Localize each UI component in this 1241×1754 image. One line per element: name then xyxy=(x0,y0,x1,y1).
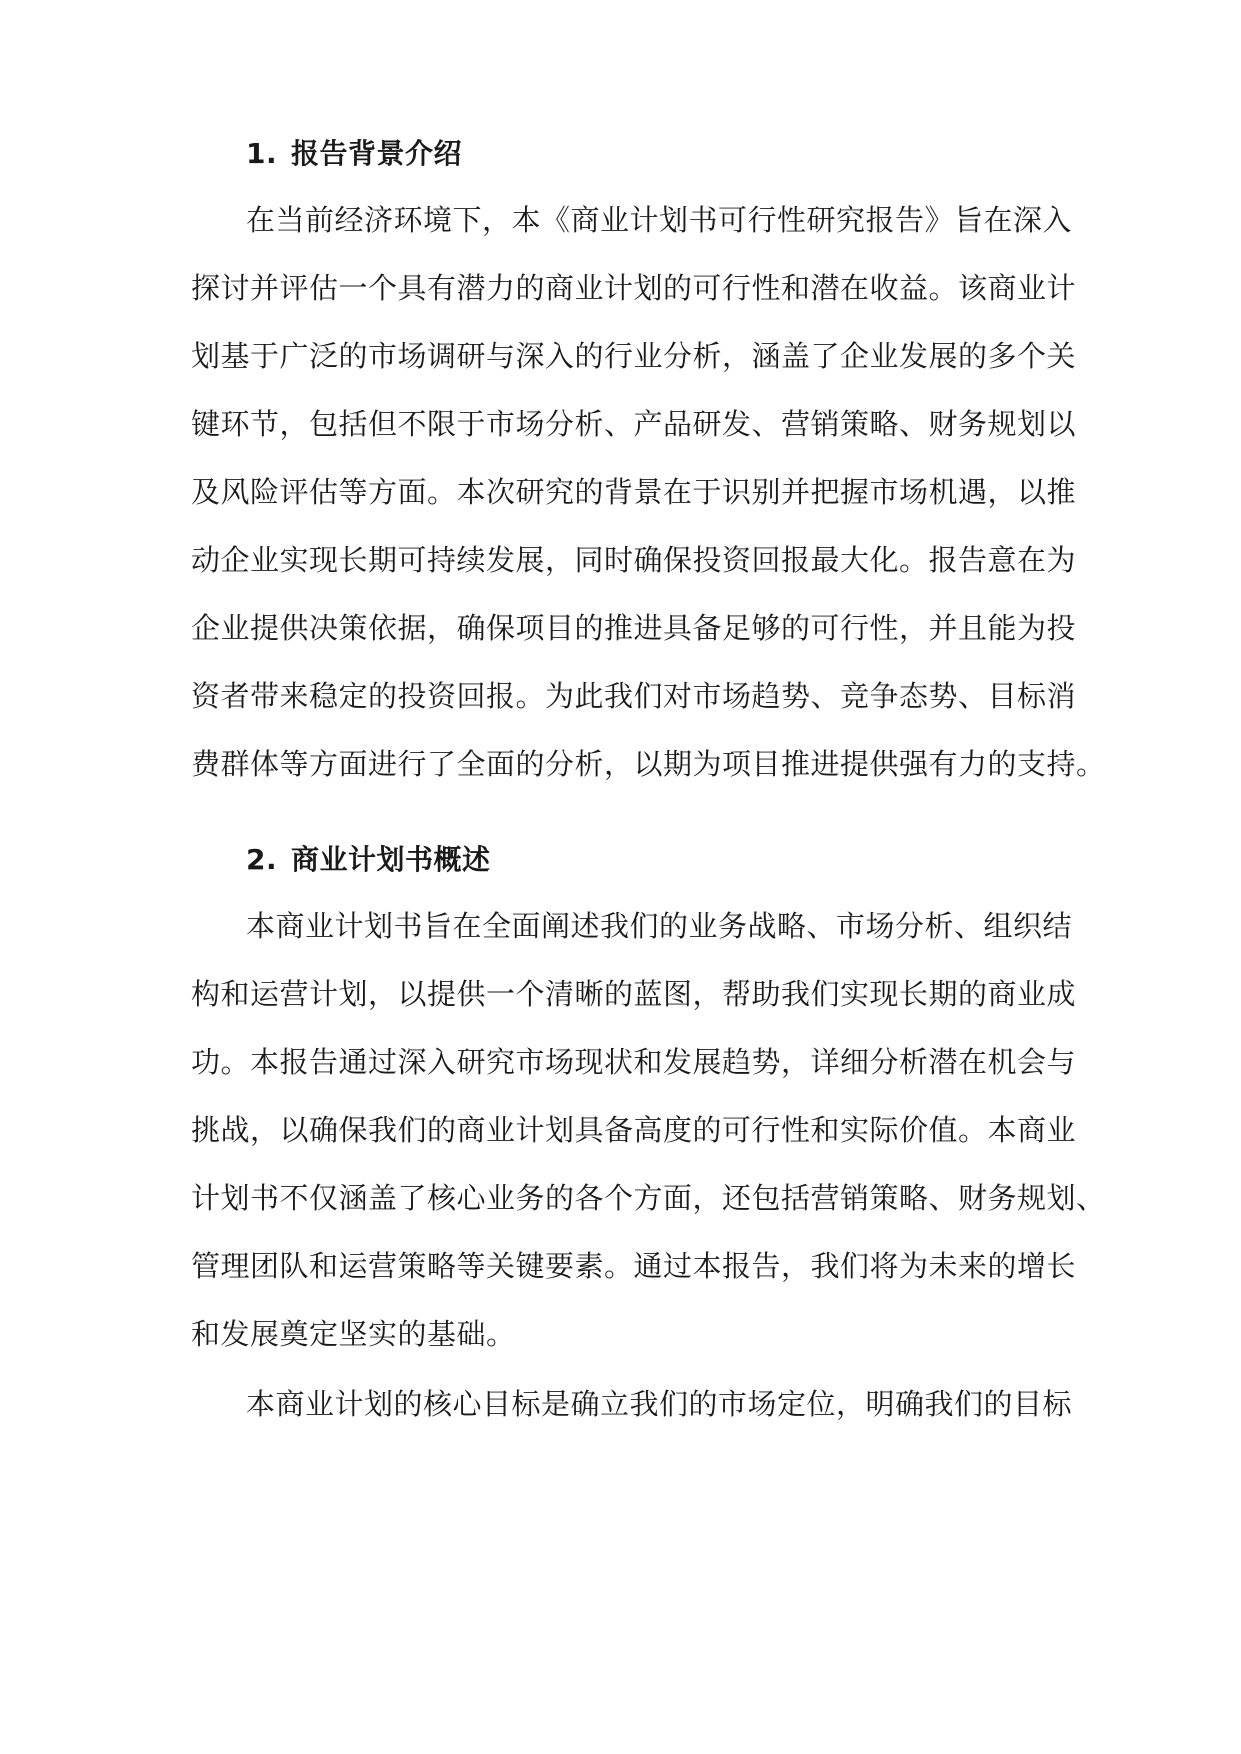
section-title: 报告背景介绍 xyxy=(291,137,463,170)
paragraph-line: 管理团队和运营策略等关键要素。通过本报告，我们将为未来的增长 xyxy=(191,1249,1077,1283)
section-title: 商业计划书概述 xyxy=(291,843,491,876)
paragraph-line: 本商业计划的核心目标是确立我们的市场定位，明确我们的目标 xyxy=(246,1387,1073,1421)
paragraph-line: 构和运营计划，以提供一个清晰的蓝图，帮助我们实现长期的商业成 xyxy=(191,977,1077,1011)
paragraph-line: 资者带来稳定的投资回报。为此我们对市场趋势、竞争态势、目标消 xyxy=(191,679,1077,713)
paragraph-line: 划基于广泛的市场调研与深入的行业分析，涵盖了企业发展的多个关 xyxy=(191,339,1077,373)
section-number: 2. xyxy=(246,843,278,876)
paragraph-line: 在当前经济环境下，本《商业计划书可行性研究报告》旨在深入 xyxy=(246,203,1073,237)
paragraph-line: 探讨并评估一个具有潜力的商业计划的可行性和潜在收益。该商业计 xyxy=(191,271,1077,305)
paragraph-line: 本商业计划书旨在全面阐述我们的业务战略、市场分析、组织结 xyxy=(246,909,1073,943)
section-number: 1. xyxy=(246,137,278,170)
paragraph-line: 动企业实现长期可持续发展，同时确保投资回报最大化。报告意在为 xyxy=(191,543,1077,577)
paragraph-line: 费群体等方面进行了全面的分析，以期为项目推进提供强有力的支持。 xyxy=(191,747,1106,781)
section-heading xyxy=(246,838,1071,882)
paragraph-line: 键环节，包括但不限于市场分析、产品研发、营销策略、财务规划以 xyxy=(191,407,1077,441)
paragraph-line: 挑战，以确保我们的商业计划具备高度的可行性和实际价值。本商业 xyxy=(191,1113,1077,1147)
paragraph-line: 功。本报告通过深入研究市场现状和发展趋势，详细分析潜在机会与 xyxy=(191,1045,1077,1079)
paragraph-line: 计划书不仅涵盖了核心业务的各个方面，还包括营销策略、财务规划、 xyxy=(191,1181,1106,1215)
paragraph-line: 及风险评估等方面。本次研究的背景在于识别并把握市场机遇，以推 xyxy=(191,475,1077,509)
paragraph-line: 和发展奠定坚实的基础。 xyxy=(191,1317,516,1351)
section-heading xyxy=(246,132,1071,176)
paragraph-line: 企业提供决策依据，确保项目的推进具备足够的可行性，并且能为投 xyxy=(191,611,1077,645)
